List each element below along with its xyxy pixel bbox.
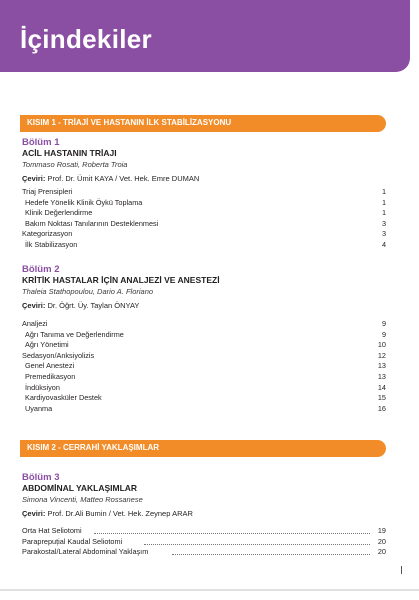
toc-entry-title: Kategorizasyon: [22, 229, 73, 239]
page-title: İçindekiler: [20, 24, 152, 54]
part-2-banner: [20, 440, 386, 457]
toc-entry-title: İndüksiyon: [25, 382, 60, 392]
header-banner: [0, 0, 410, 72]
toc-entry[interactable]: [22, 240, 392, 251]
toc-entry-title: Ağrı Tanıma ve Değerlendirme: [25, 329, 124, 339]
chapter-authors: Tommaso Rosati, Roberta Troia: [22, 160, 128, 169]
toc-entry-title: Triaj Prensipleri: [22, 187, 73, 196]
dot-leader: [172, 554, 370, 555]
chapter-translator: [22, 173, 392, 185]
toc-entry[interactable]: [22, 219, 392, 230]
toc-entry-title: Genel Anestezi: [25, 361, 75, 371]
translator-name: Dr. Öğrt. Üy. Taylan ÖNYAY: [47, 301, 140, 310]
toc-entry-title: İlk Stabilizasyon: [25, 239, 78, 249]
chapter-number: Bölüm 3: [22, 472, 60, 483]
chapter-2: [22, 264, 392, 414]
toc-entry-page: 9: [381, 319, 386, 328]
toc-entry-page: 16: [377, 403, 386, 413]
toc-entry-title: Uyanma: [25, 403, 53, 413]
part-1-label: KISIM 1 - TRİAJİ VE HASTANIN İLK STABİLİZASYONU: [27, 118, 232, 127]
toc-entry-page: 20: [377, 547, 386, 557]
toc-entry[interactable]: [22, 208, 392, 219]
part-2-label: KISIM 2 - CERRAHİ YAKLAŞIMLAR: [27, 443, 160, 452]
toc-entry[interactable]: [22, 351, 392, 362]
translator-label: Çeviri:: [22, 509, 46, 518]
toc-entry-title: Parakostal/Lateral Abdominal Yaklaşım: [22, 547, 149, 557]
toc-entry[interactable]: [22, 526, 392, 537]
footer-divider: [0, 589, 419, 591]
toc-entry-title: Klinik Değerlendirme: [25, 208, 93, 218]
toc-entry[interactable]: [22, 372, 392, 383]
chapter-number: Bölüm 2: [22, 264, 60, 275]
toc-entry-title: Ağrı Yönetimi: [25, 340, 69, 350]
toc-entry[interactable]: [22, 393, 392, 404]
toc-entry-title: Hedefe Yönelik Klinik Öykü Toplama: [25, 197, 143, 207]
toc-entry-title: Paraprepuțial Kaudal Seliotomi: [22, 536, 123, 546]
toc-entry-page: 12: [377, 350, 386, 360]
toc-entry-title: Premedikasyon: [25, 371, 76, 381]
chapter-translator: [22, 300, 392, 312]
toc-entry-title: Bakım Noktası Tanılarının Desteklenmesi: [25, 218, 159, 228]
toc-entries: [22, 319, 392, 414]
toc-entry[interactable]: [22, 383, 392, 394]
toc-entry[interactable]: [22, 198, 392, 209]
toc-entry-title: Analjezi: [22, 319, 48, 328]
chapter-number: Bölüm 1: [22, 137, 60, 148]
toc-entry-page: 14: [377, 382, 386, 392]
toc-entries: [22, 526, 392, 558]
toc-entries: [22, 187, 392, 251]
chapter-translator: [22, 508, 392, 520]
toc-entry[interactable]: [22, 404, 392, 415]
translator-label: Çeviri:: [22, 174, 46, 183]
toc-entry-page: 15: [377, 393, 386, 403]
toc-entry-page: 1: [381, 187, 386, 196]
toc-entry[interactable]: [22, 319, 392, 330]
chapter-authors: Thaleia Stathopoulou, Dario A. Floriano: [22, 287, 154, 296]
translator-label: Çeviri:: [22, 301, 46, 310]
toc-entry-page: 3: [381, 218, 386, 228]
toc-entry-page: 19: [377, 526, 386, 535]
toc-entry-page: 13: [377, 361, 386, 371]
dot-leader: [94, 533, 370, 534]
toc-entry-page: 1: [381, 197, 386, 207]
toc-entry-page: 3: [381, 229, 386, 239]
part-1-banner: [20, 115, 386, 132]
toc-entry-title: Orta Hat Seliotomi: [22, 526, 82, 535]
toc-entry[interactable]: [22, 330, 392, 341]
toc-entry[interactable]: [22, 361, 392, 372]
toc-entry[interactable]: [22, 537, 392, 548]
toc-entry-page: 9: [381, 329, 386, 339]
toc-entry[interactable]: [22, 229, 392, 240]
toc-entry-page: 20: [377, 536, 386, 546]
toc-entry-title: Kardiyovasküler Destek: [25, 393, 102, 403]
margin-mark: [401, 566, 402, 574]
toc-entry[interactable]: [22, 340, 392, 351]
toc-entry-page: 4: [381, 239, 386, 249]
chapter-title: KRİTİK HASTALAR İÇİN ANALJEZİ VE ANESTEZİ: [22, 275, 220, 285]
translator-name: Prof. Dr.Ali Bumin / Vet. Hek. Zeynep ARAR: [47, 509, 193, 518]
translator-name: Prof. Dr. Ümit KAYA / Vet. Hek. Emre DUMAN: [47, 174, 200, 183]
chapter-authors: Simona Vincenti, Matteo Rossanese: [22, 495, 143, 504]
chapter-title: ACİL HASTANIN TRİAJI: [22, 148, 117, 158]
toc-entry-page: 10: [377, 340, 386, 350]
chapter-1: [22, 137, 392, 251]
chapter-title: ABDOMİNAL YAKLAŞIMLAR: [22, 483, 138, 493]
dot-leader: [144, 544, 370, 545]
toc-entry[interactable]: [22, 547, 392, 558]
chapter-3: [22, 472, 392, 558]
toc-entry[interactable]: [22, 187, 392, 198]
toc-entry-title: Sedasyon/Anksiyolizis: [22, 350, 95, 360]
toc-entry-page: 1: [381, 208, 386, 218]
toc-entry-page: 13: [377, 371, 386, 381]
